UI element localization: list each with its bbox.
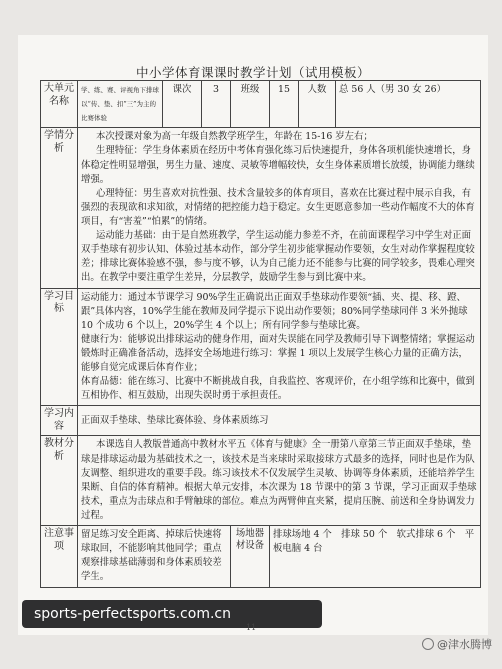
paragraph: 正面双手垫球、垫球比赛体验、身体素质练习	[81, 414, 269, 426]
paragraph: 本课选自人教版普通高中教材水平五《体育与健康》全一册第八章第三节正面双手垫球，垫球是排球运动最为基础技术之一，该技术是当来球时采取接球方式最多的选择，同时也是作为队友调整、组织进攻的重要手段。练习该技术不仅发展学生灵敏、协调等身体素质，还能培养学生果断、自信的体育精神。根据大单元安排，本次课为 18 节课中的第 3 节课，学习正面双手垫球技术，重点为击球点和手臂触球的部位。难点为两臂伸直夹紧，提肩压腕、前送和全身协调发力过程。	[81, 439, 477, 521]
student-analysis-content	[78, 128, 481, 288]
paragraph: 运动能力基础：由于是自然班教学，学生运动能力参差不齐，在前面课程学习中学生对正面双手垫球有初步认知、体验过基本动作，部分学生初步能掌握动作要领，女生对动作掌握程度较差；排球比赛体验感不强，参与度不够，认为自己能力还不能参与比赛的同学较多，畏难心理突出。在教学中要注重学生差异，分层教学，鼓励学生参与到比赛中来。	[81, 230, 475, 284]
header-row	[41, 81, 481, 128]
row-label: 教材分析	[41, 436, 78, 526]
lesson-plan-table	[40, 80, 481, 588]
student-analysis-row	[41, 128, 481, 288]
people-value: 总 56 人（男 30 女 26）	[336, 81, 481, 128]
paragraph: 健康行为：能够说出排球运动的健身作用，面对失误能在同学及教师引导下调整情绪；掌握运动锻炼时正确准备活动，选择安全场地进行练习：掌握 1 项以上发展学生核心力量的正确方法，能够自觉完成课后体育作业；	[81, 333, 475, 374]
class-label: 班级	[231, 81, 270, 128]
lessons-label: 课次	[163, 81, 202, 128]
people-label: 人数	[299, 81, 336, 128]
notes-content: 留足练习安全距离、掉球后快速将球取回，不能影响其他同学；重点观察排球基础薄弱和身体素质较差学生。	[78, 526, 231, 587]
paragraph: 心理特征：男生喜欢对抗性强、技术含量较多的体育项目，喜欢在比赛过程中展示自我，有强烈的表现欲和求知欲，对情绪的把控能力趋于稳定。女生更愿意参加一些动作幅度不大的体育项目，有“害羞”“怕累”的情绪。	[81, 187, 475, 227]
paragraph: 本次授课对象为高一年级自然教学班学生，年龄在 15-16 岁左右；	[96, 131, 373, 143]
venue-label: 场地器材设备	[231, 526, 270, 587]
row-label: 学情分析	[41, 128, 78, 288]
unit-value: 学、练、赛、评视角下排球以“传、垫、扣”三”为主的比赛体验	[78, 81, 163, 128]
watermark	[422, 636, 492, 652]
watermark-text: @津水腾博	[437, 638, 492, 651]
row-label: 学习内容	[41, 406, 78, 436]
paragraph: 生理特征：学生身体素质在经历中考体育强化练习后快速提升，身体各项机能快速增长，身体稳定性明显增强，男生力量、速度、灵敏等增幅较快，女生身体素质增长放缓，协调能力继续增强。	[81, 145, 475, 185]
page-number: 11	[246, 623, 257, 632]
textbook-analysis-content	[78, 436, 481, 526]
learning-goals-row	[41, 288, 481, 406]
learning-content	[78, 406, 481, 436]
watermark-icon	[422, 638, 434, 650]
document-page	[18, 35, 488, 635]
notes-row	[41, 526, 481, 587]
paragraph: 体育品德：能在练习、比赛中不断挑战自我，自我监控、客观评价，在小组学练和比赛中，做到互相协作、相互鼓励，出现失误时勇于承担责任。	[81, 376, 475, 402]
unit-label: 大单元名称	[41, 81, 78, 128]
page-title: 中小学体育课课时教学计划（试用模板）	[135, 65, 370, 80]
site-banner: sports-perfectsports.com.cn	[22, 600, 322, 628]
learning-goals-content	[78, 288, 481, 406]
textbook-analysis-row	[41, 436, 481, 526]
lessons-value: 3	[202, 81, 231, 128]
class-value: 15	[270, 81, 299, 128]
learning-content-row	[41, 406, 481, 436]
venue-content: 排球场地 4 个 排球 50 个 软式排球 6 个 平板电脑 4 台	[270, 526, 481, 587]
row-label: 注意事项	[41, 526, 78, 587]
paragraph: 运动能力：通过本节课学习 90%学生正确说出正面双手垫球动作要领“插、夹、提、移、蹬、跟”具体内容，10%学生能在教师及同学提示下说出动作要领；80%同学垫球同伴 3 米外抛球 10 个成功 6 个以上，20%学生 4 个以上；所有同学参与垫球比赛。	[81, 291, 468, 331]
row-label: 学习目标	[41, 288, 78, 406]
